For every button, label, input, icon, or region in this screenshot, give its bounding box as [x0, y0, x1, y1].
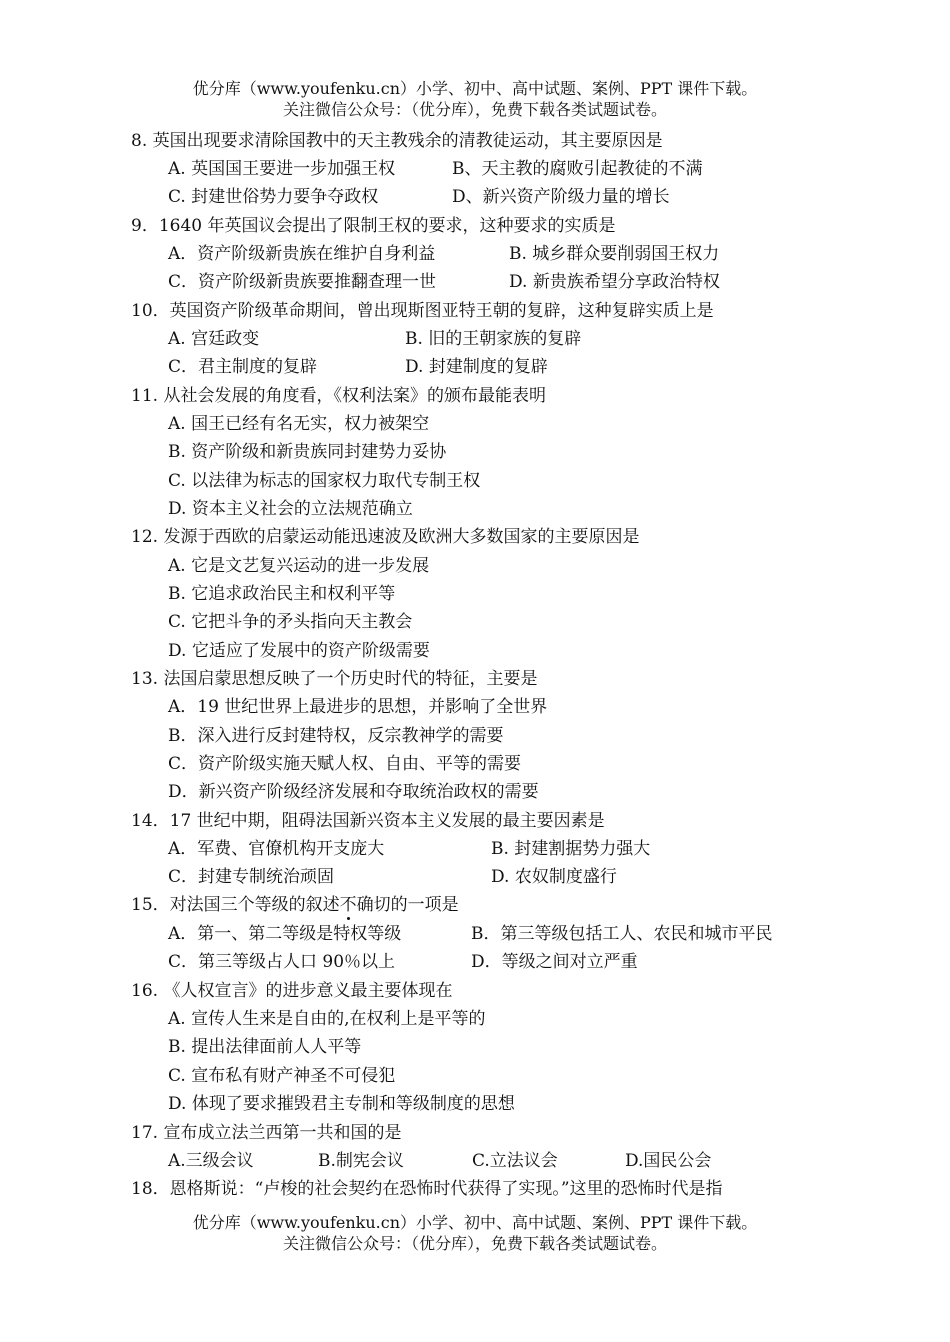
question-15-stem-pre: 15．对法国三个等级的叙述	[131, 895, 340, 915]
question-14-stem: 14．17 世纪中期，阻碍法国新兴资本主义发展的最主要因素是	[131, 811, 605, 831]
question-16-option-c: C. 宣布私有财产神圣不可侵犯	[168, 1066, 396, 1086]
question-14-option-b: B. 封建割据势力强大	[491, 839, 651, 859]
question-17-stem: 17. 宣布成立法兰西第一共和国的是	[131, 1123, 402, 1143]
question-15-option-c: C．第三等级占人口 90％以上	[168, 952, 396, 972]
question-15-stem-post: 确切的一项是	[356, 895, 459, 915]
question-8-option-b: B、天主教的腐败引起教徒的不满	[452, 159, 703, 179]
question-15-options-row-1	[168, 923, 773, 945]
question-10-option-b: B. 旧的王朝家族的复辟	[405, 329, 582, 349]
question-17-option-c: C.立法议会	[472, 1151, 558, 1171]
question-13-option-a: A．19 世纪世界上最进步的思想，并影响了全世界	[168, 697, 548, 717]
question-10-options-row-2	[168, 356, 548, 378]
footer-line-1: 优分库（www.youfenku.cn）小学、初中、高中试题、案例、PPT 课件下载。	[192, 1213, 758, 1232]
question-15-option-d: D．等级之间对立严重	[471, 952, 638, 972]
question-10-options-row-1	[168, 328, 582, 350]
question-10-option-d: D. 封建制度的复辟	[405, 357, 548, 377]
question-11-option-c: C. 以法律为标志的国家权力取代专制王权	[168, 471, 481, 491]
question-8-option-a: A. 英国国王要进一步加强王权	[168, 159, 396, 179]
question-14-option-d: D. 农奴制度盛行	[491, 867, 617, 887]
question-15-stem	[131, 894, 459, 916]
question-15-options-row-2	[168, 951, 638, 973]
question-10-option-a: A. 宫廷政变	[168, 329, 260, 349]
question-8-option-d: D、新兴资产阶级力量的增长	[452, 187, 670, 207]
question-14-options-row-1	[168, 838, 651, 860]
question-12-option-b: B. 它追求政治民主和权利平等	[168, 584, 396, 604]
question-17-option-d: D.国民公会	[625, 1151, 712, 1171]
footer-line-2: 关注微信公众号：（优分库），免费下载各类试题试卷。	[282, 1234, 667, 1253]
question-11-stem: 11. 从社会发展的角度看，《权利法案》的颁布最能表明	[131, 386, 546, 406]
question-14-option-a: A．军费、官僚机构开支庞大	[168, 839, 385, 859]
question-12-option-c: C. 它把斗争的矛头指向天主教会	[168, 612, 413, 632]
question-11-option-a: A. 国王已经有名无实，权力被架空	[168, 414, 430, 434]
page-header	[0, 78, 950, 120]
page-footer	[0, 1212, 950, 1254]
question-16-option-b: B. 提出法律面前人人平等	[168, 1037, 362, 1057]
question-9-stem: 9．1640 年英国议会提出了限制王权的要求，这种要求的实质是	[131, 216, 616, 236]
question-14-option-c: C．封建专制统治顽固	[168, 867, 335, 887]
question-17-option-a: A.三级会议	[168, 1151, 254, 1171]
question-17-options-row	[168, 1150, 712, 1172]
question-8-stem: 8. 英国出现要求清除国教中的天主教残余的清教徒运动，其主要原因是	[131, 131, 663, 151]
header-line-2: 关注微信公众号：（优分库），免费下载各类试题试卷。	[282, 100, 667, 119]
question-9-option-a: A．资产阶级新贵族在维护自身利益	[168, 244, 436, 264]
question-17-option-b: B.制宪会议	[318, 1151, 404, 1171]
header-line-1: 优分库（www.youfenku.cn）小学、初中、高中试题、案例、PPT 课件下载。	[192, 79, 758, 98]
question-16-stem: 16. 《人权宣言》的进步意义最主要体现在	[131, 981, 453, 1001]
question-16-option-d: D. 体现了要求摧毁君主专制和等级制度的思想	[168, 1094, 515, 1114]
question-16-option-a: A. 宣传人生来是自由的,在权利上是平等的	[168, 1009, 486, 1029]
question-12-stem: 12. 发源于西欧的启蒙运动能迅速波及欧洲大多数国家的主要原因是	[131, 527, 640, 547]
question-9-option-b: B. 城乡群众要削弱国王权力	[509, 244, 720, 264]
question-15-emphasis-char: 不	[339, 895, 357, 915]
question-11-option-b: B. 资产阶级和新贵族同封建势力妥协	[168, 442, 447, 462]
question-8-options-row-2	[168, 186, 670, 208]
question-8-options-row-1	[168, 158, 703, 180]
question-15-option-b: B．第三等级包括工人、农民和城市平民	[471, 924, 773, 944]
question-12-option-d: D. 它适应了发展中的资产阶级需要	[168, 641, 430, 661]
question-13-option-d: D．新兴资产阶级经济发展和夺取统治政权的需要	[168, 782, 539, 802]
question-14-options-row-2	[168, 866, 617, 888]
question-8-option-c: C. 封建世俗势力要争夺政权	[168, 187, 379, 207]
question-9-option-c: C．资产阶级新贵族要推翻查理一世	[168, 272, 437, 292]
question-13-stem: 13. 法国启蒙思想反映了一个历史时代的特征，主要是	[131, 669, 538, 689]
question-18-stem: 18．恩格斯说：“卢梭的社会契约在恐怖时代获得了实现。”这里的恐怖时代是指	[131, 1179, 723, 1199]
question-15-option-a: A．第一、第二等级是特权等级	[168, 924, 402, 944]
question-12-option-a: A. 它是文艺复兴运动的进一步发展	[168, 556, 430, 576]
question-13-option-b: B．深入进行反封建特权，反宗教神学的需要	[168, 726, 504, 746]
question-9-options-row-1	[168, 243, 720, 265]
question-11-option-d: D. 资本主义社会的立法规范确立	[168, 499, 413, 519]
question-9-option-d: D. 新贵族希望分享政治特权	[509, 272, 720, 292]
question-13-option-c: C．资产阶级实施天赋人权、自由、平等的需要	[168, 754, 522, 774]
question-9-options-row-2	[168, 271, 720, 293]
question-10-option-c: C．君主制度的复辟	[168, 357, 318, 377]
question-10-stem: 10．英国资产阶级革命期间，曾出现斯图亚特王朝的复辟，这种复辟实质上是	[131, 301, 714, 321]
